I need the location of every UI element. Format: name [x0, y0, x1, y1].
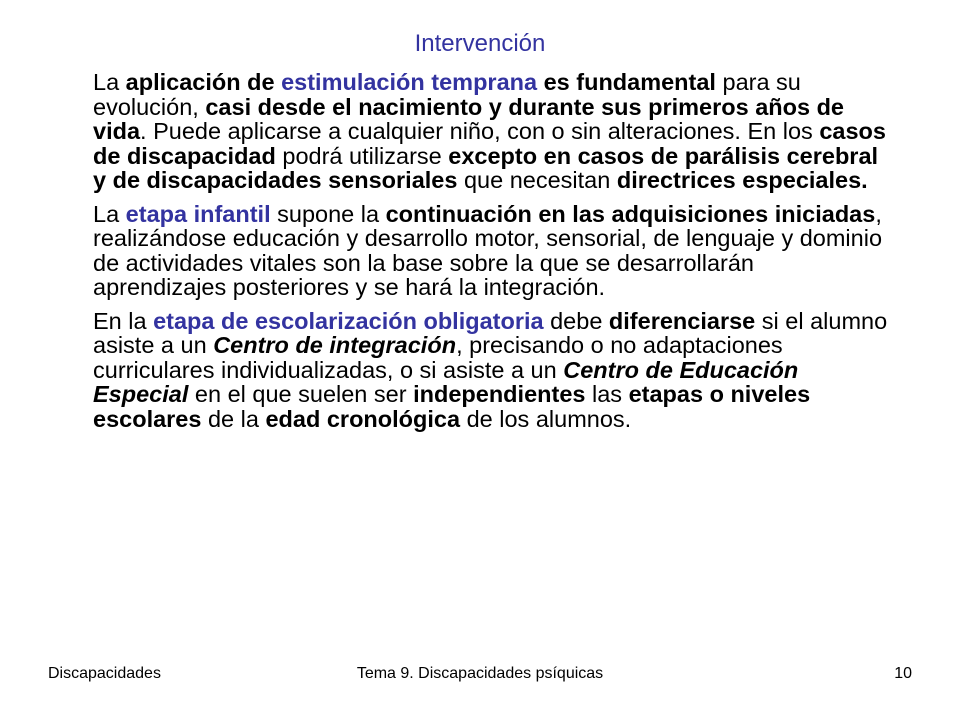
paragraph-etapa-infantil: [93, 202, 893, 300]
text-run: directrices especiales.: [616, 167, 868, 193]
slide-body: [93, 70, 893, 440]
text-run: supone la: [270, 200, 386, 227]
text-run: independientes: [413, 381, 586, 407]
text-run: excepto en casos de parálisis cerebral y de discapacidades sensoriales: [93, 142, 879, 193]
text-run: etapa infantil: [125, 200, 271, 227]
text-run: en el que suelen ser: [188, 381, 414, 407]
text-run: La: [93, 200, 126, 227]
text-run: diferenciarse: [608, 307, 756, 334]
text-run: . Puede aplicarse a cualquier niño, con o sin alteraciones. En los: [140, 118, 820, 144]
text-run: etapas o niveles escolares: [93, 381, 811, 432]
paragraph-escolarizacion-obligatoria: [93, 309, 893, 432]
text-run: etapa de escolarización obligatoria: [153, 307, 544, 334]
text-run: Centro de integración: [213, 332, 457, 358]
page-number: 10: [894, 665, 912, 682]
text-run: continuación en las adquisiciones iniciadas: [385, 200, 876, 227]
text-run: de los alumnos.: [460, 405, 632, 432]
text-run: edad cronológica: [265, 405, 461, 432]
footer-center-text: Tema 9. Discapacidades psíquicas: [356, 665, 604, 682]
text-run: Centro de Educación Especial: [93, 356, 799, 407]
text-run: En la: [93, 307, 154, 334]
text-run: es fundamental: [537, 69, 716, 95]
text-run: casos de discapacidad: [93, 118, 886, 169]
text-run: , realizándose educación y desarrollo motor, sensorial, de lenguaje y dominio de actividades vitales son la base sobre la que se desarrollarán aprendizajes posteriores y se hará la integración.: [93, 200, 883, 300]
text-run: para su evolución,: [93, 69, 801, 120]
text-run: La: [93, 69, 126, 95]
text-run: casi desde el nacimiento y durante sus primeros años de vida: [93, 93, 845, 144]
text-run: si el alumno asiste a un: [93, 307, 888, 358]
text-run: las: [585, 381, 629, 407]
footer-left-text: Discapacidades: [48, 665, 161, 682]
slide-title: Intervención: [414, 30, 546, 57]
text-run: que necesitan: [457, 167, 617, 193]
text-run: , precisando o no adaptaciones curriculares individualizadas, o si asiste a un: [93, 332, 783, 383]
text-run: podrá utilizarse: [275, 142, 449, 169]
text-run: aplicación de: [125, 69, 282, 95]
text-run: debe: [543, 307, 609, 334]
text-run: estimulación temprana: [281, 69, 538, 95]
paragraph-estimulacion-temprana: [93, 70, 893, 193]
text-run: de la: [201, 405, 266, 432]
